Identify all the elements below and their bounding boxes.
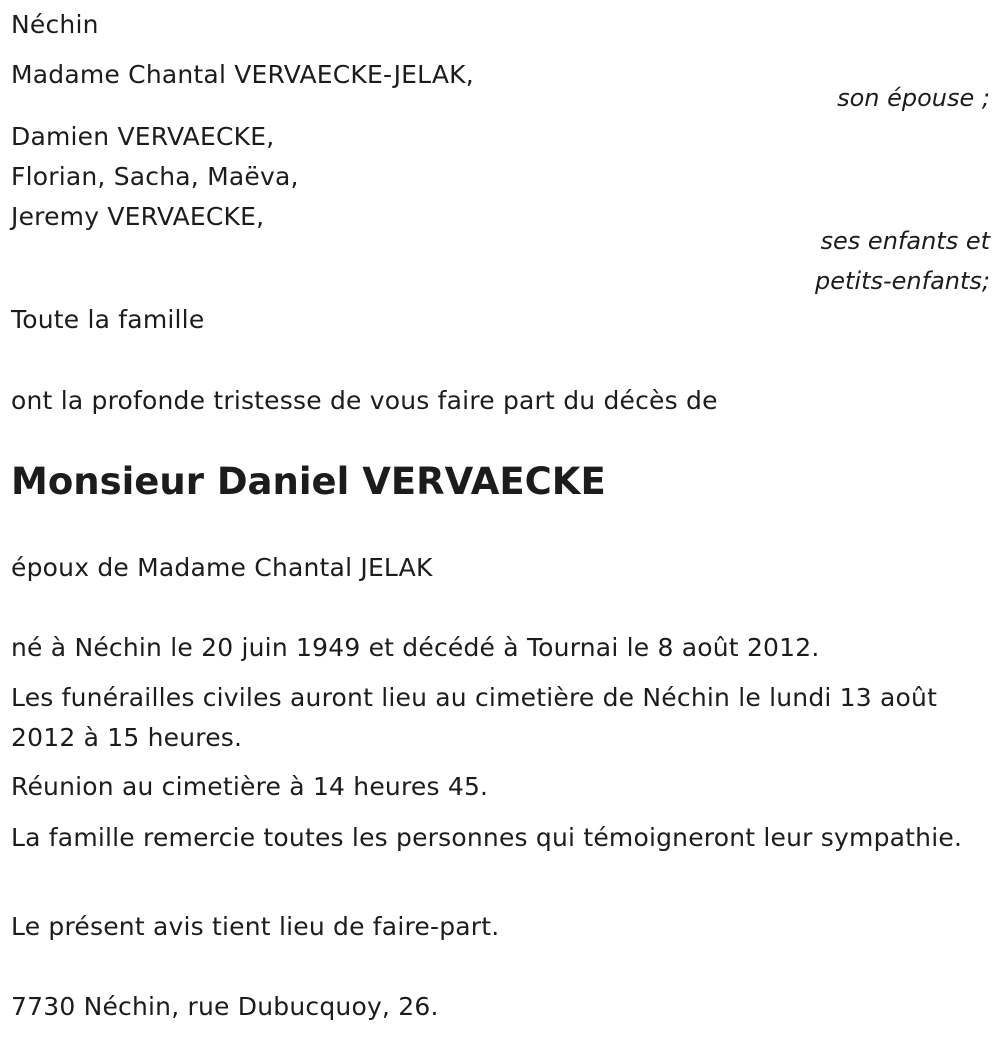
spouse-role: son épouse ; — [837, 84, 990, 112]
child-line-2: Florian, Sacha, Maëva, — [11, 162, 299, 191]
child-line-1: Damien VERVAECKE, — [11, 122, 275, 151]
notice-line: Le présent avis tient lieu de faire-part. — [11, 912, 500, 941]
spouse-name: Madame Chantal VERVAECKE-JELAK, — [11, 60, 474, 89]
deceased-name: Monsieur Daniel VERVAECKE — [11, 460, 606, 503]
family-line: Toute la famille — [11, 305, 205, 334]
address-line: 7730 Néchin, rue Dubucquoy, 26. — [11, 992, 439, 1021]
child-line-3: Jeremy VERVAECKE, — [11, 202, 265, 231]
place-heading: Néchin — [11, 10, 99, 39]
children-role-1: ses enfants et — [820, 227, 990, 255]
birth-death-line: né à Néchin le 20 juin 1949 et décédé à Tournai le 8 août 2012. — [11, 633, 820, 662]
funeral-paragraph: Les funérailles civiles auront lieu au cimetière de Néchin le lundi 13 août 2012 à 15 heures. — [11, 683, 938, 752]
announcement-text: ont la profonde tristesse de vous faire part du décès de — [11, 386, 718, 415]
spouse-of-line: époux de Madame Chantal JELAK — [11, 553, 433, 582]
meeting-line: Réunion au cimetière à 14 heures 45. — [11, 772, 489, 801]
children-role-2: petits-enfants; — [815, 267, 990, 295]
thanks-paragraph: La famille remercie toutes les personnes qui témoigneront leur sympathie. — [11, 823, 963, 852]
